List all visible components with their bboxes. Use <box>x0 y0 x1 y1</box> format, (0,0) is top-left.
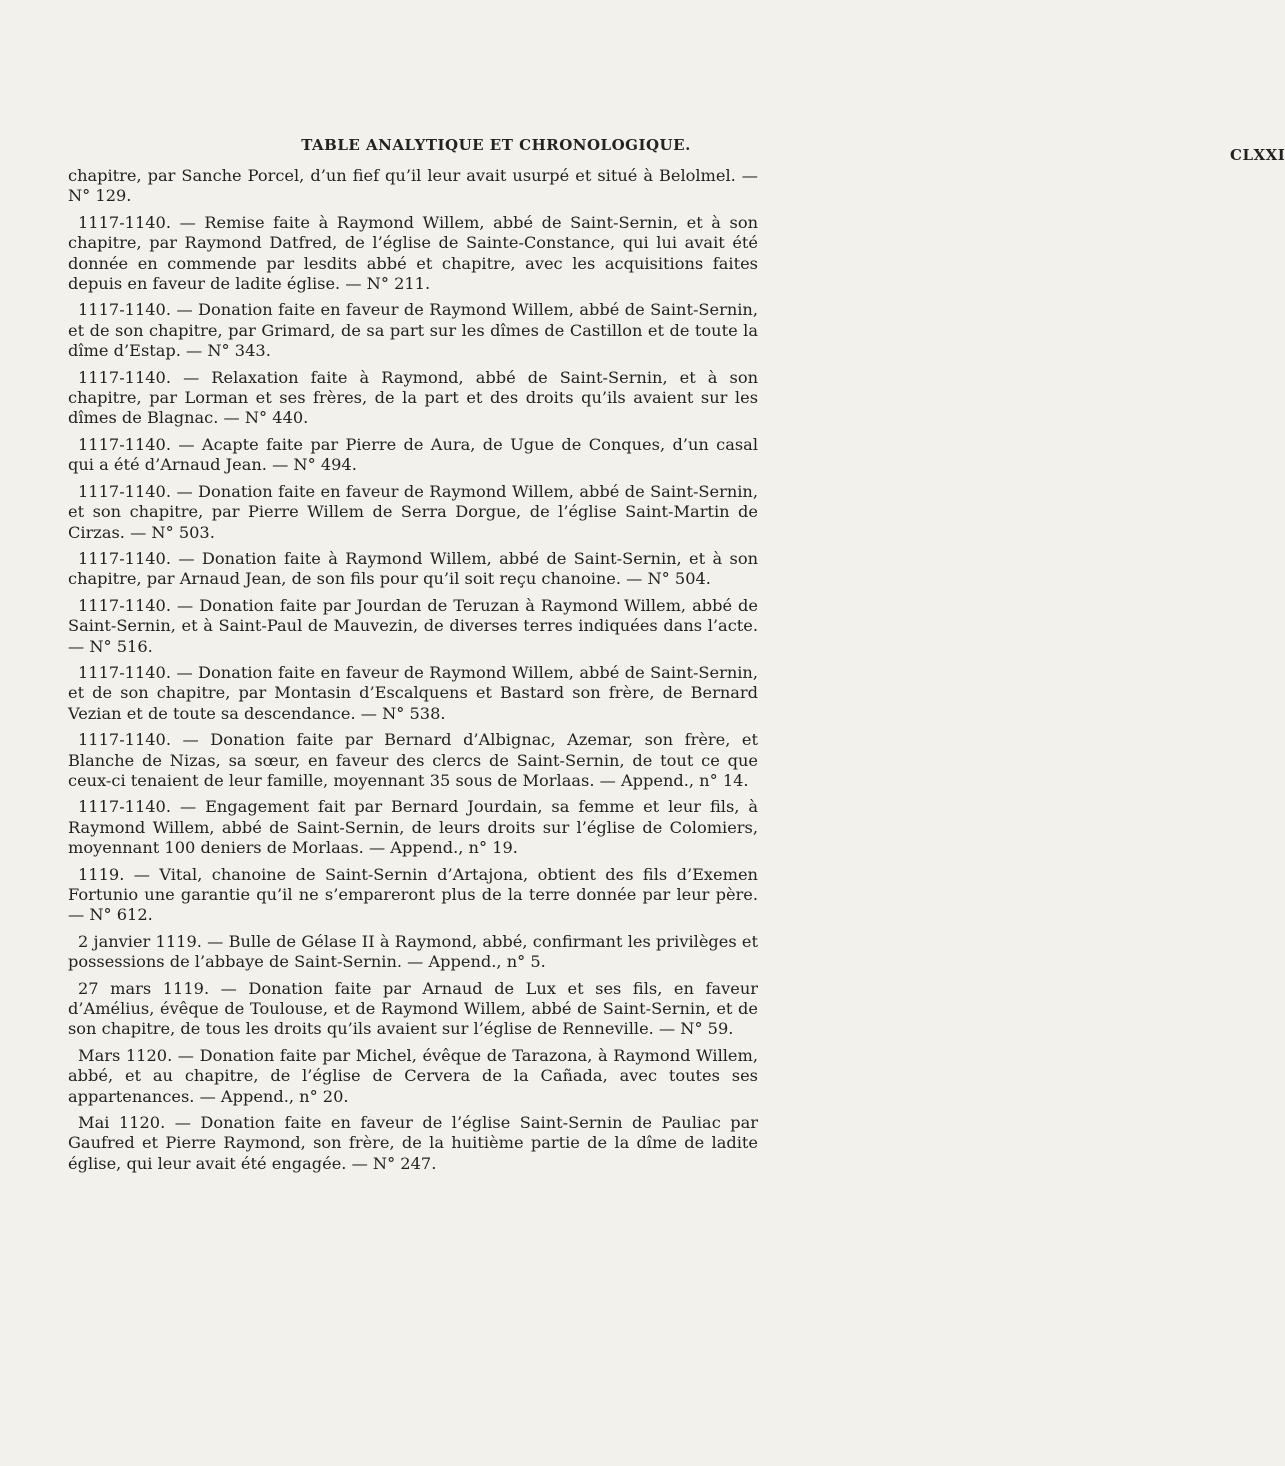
entry: 1117-1140. — Relaxation faite à Raymond, abbé de Saint-Sernin, et à son chapitre, par Lorman et ses frères, de la part et des droits qu’ils avaient sur les dîmes de Blagnac. — N° 440. <box>68 367 758 428</box>
entry: 1119. — Vital, chanoine de Saint-Sernin d’Artajona, obtient des fils d’Exemen Fortunio une garantie qu’il ne s’empareront plus de la terre donnée par leur père. — N° 612. <box>68 864 758 925</box>
running-header: TABLE ANALYTIQUE ET CHRONOLOGIQUE. <box>301 136 691 154</box>
entry: 1117-1140. — Acapte faite par Pierre de Aura, de Ugue de Conques, d’un casal qui a été d’Arnaud Jean. — N° 494. <box>68 434 758 475</box>
body-text <box>68 166 758 1180</box>
entry: 27 mars 1119. — Donation faite par Arnaud de Lux et ses fils, en faveur d’Amélius, évêque de Toulouse, et de Raymond Willem, abbé de Saint-Sernin, et de son chapitre, de tous les droits qu’ils avaient sur l’église de Renneville. — N° 59. <box>68 978 758 1039</box>
entry: 1117-1140. — Donation faite par Bernard d’Albignac, Azemar, son frère, et Blanche de Nizas, sa sœur, en faveur des clercs de Saint-Sernin, de tout ce que ceux-ci tenaient de leur famille, moyennant 35 sous de Morlaas. — Append., n° 14. <box>68 730 758 790</box>
page-number: CLXXI <box>1230 146 1285 164</box>
entry-continuation: chapitre, par Sanche Porcel, d’un fief qu’il leur avait usurpé et situé à Belolmel. — N° 129. <box>68 166 758 206</box>
entry: 1117-1140. — Donation faite en faveur de Raymond Willem, abbé de Saint-Sernin, et son chapitre, par Pierre Willem de Serra Dorgue, de l’église Saint-Martin de Cirzas. — N° 503. <box>68 481 758 542</box>
entry: 1117-1140. — Donation faite en faveur de Raymond Willem, abbé de Saint-Sernin, et de son chapitre, par Grimard, de sa part sur les dîmes de Castillon et de toute la dîme d’Estap. — N° 343. <box>68 300 758 361</box>
entry: 1117-1140. — Donation faite en faveur de Raymond Willem, abbé de Saint-Sernin, et de son chapitre, par Montasin d’Escalquens et Bastard son frère, de Bernard Vezian et de toute sa descendance. — N° 538. <box>68 662 758 723</box>
entry: Mai 1120. — Donation faite en faveur de l’église Saint-Sernin de Pauliac par Gaufred et Pierre Raymond, son frère, de la huitième partie de la dîme de ladite église, qui leur avait été engagée. — N° 247. <box>68 1113 758 1173</box>
entry: 1117-1140. — Donation faite à Raymond Willem, abbé de Saint-Sernin, et à son chapitre, par Arnaud Jean, de son fils pour qu’il soit reçu chanoine. — N° 504. <box>68 548 758 589</box>
entry: 1117-1140. — Remise faite à Raymond Willem, abbé de Saint-Sernin, et à son chapitre, par Raymond Datfred, de l’église de Sainte-Constance, qui lui avait été donnée en commende par lesdits abbé et chapitre, avec les acquisitions faites depuis en faveur de ladite église. — N° 211. <box>68 212 758 294</box>
entry: 1117-1140. — Donation faite par Jourdan de Teruzan à Raymond Willem, abbé de Saint-Sernin, et à Saint-Paul de Mauvezin, de diverses terres indiquées dans l’acte. — N° 516. <box>68 595 758 656</box>
entry: 2 janvier 1119. — Bulle de Gélase II à Raymond, abbé, confirmant les privilèges et possessions de l’abbaye de Saint-Sernin. — Append., n° 5. <box>68 931 758 972</box>
entry: Mars 1120. — Donation faite par Michel, évêque de Tarazona, à Raymond Willem, abbé, et au chapitre, de l’église de Cervera de la Cañada, avec toutes ses appartenances. — Append., n° 20. <box>68 1045 758 1106</box>
entry: 1117-1140. — Engagement fait par Bernard Jourdain, sa femme et leur fils, à Raymond Willem, abbé de Saint-Sernin, de leurs droits sur l’église de Colomiers, moyennant 100 deniers de Morlaas. — Append., n° 19. <box>68 797 758 858</box>
